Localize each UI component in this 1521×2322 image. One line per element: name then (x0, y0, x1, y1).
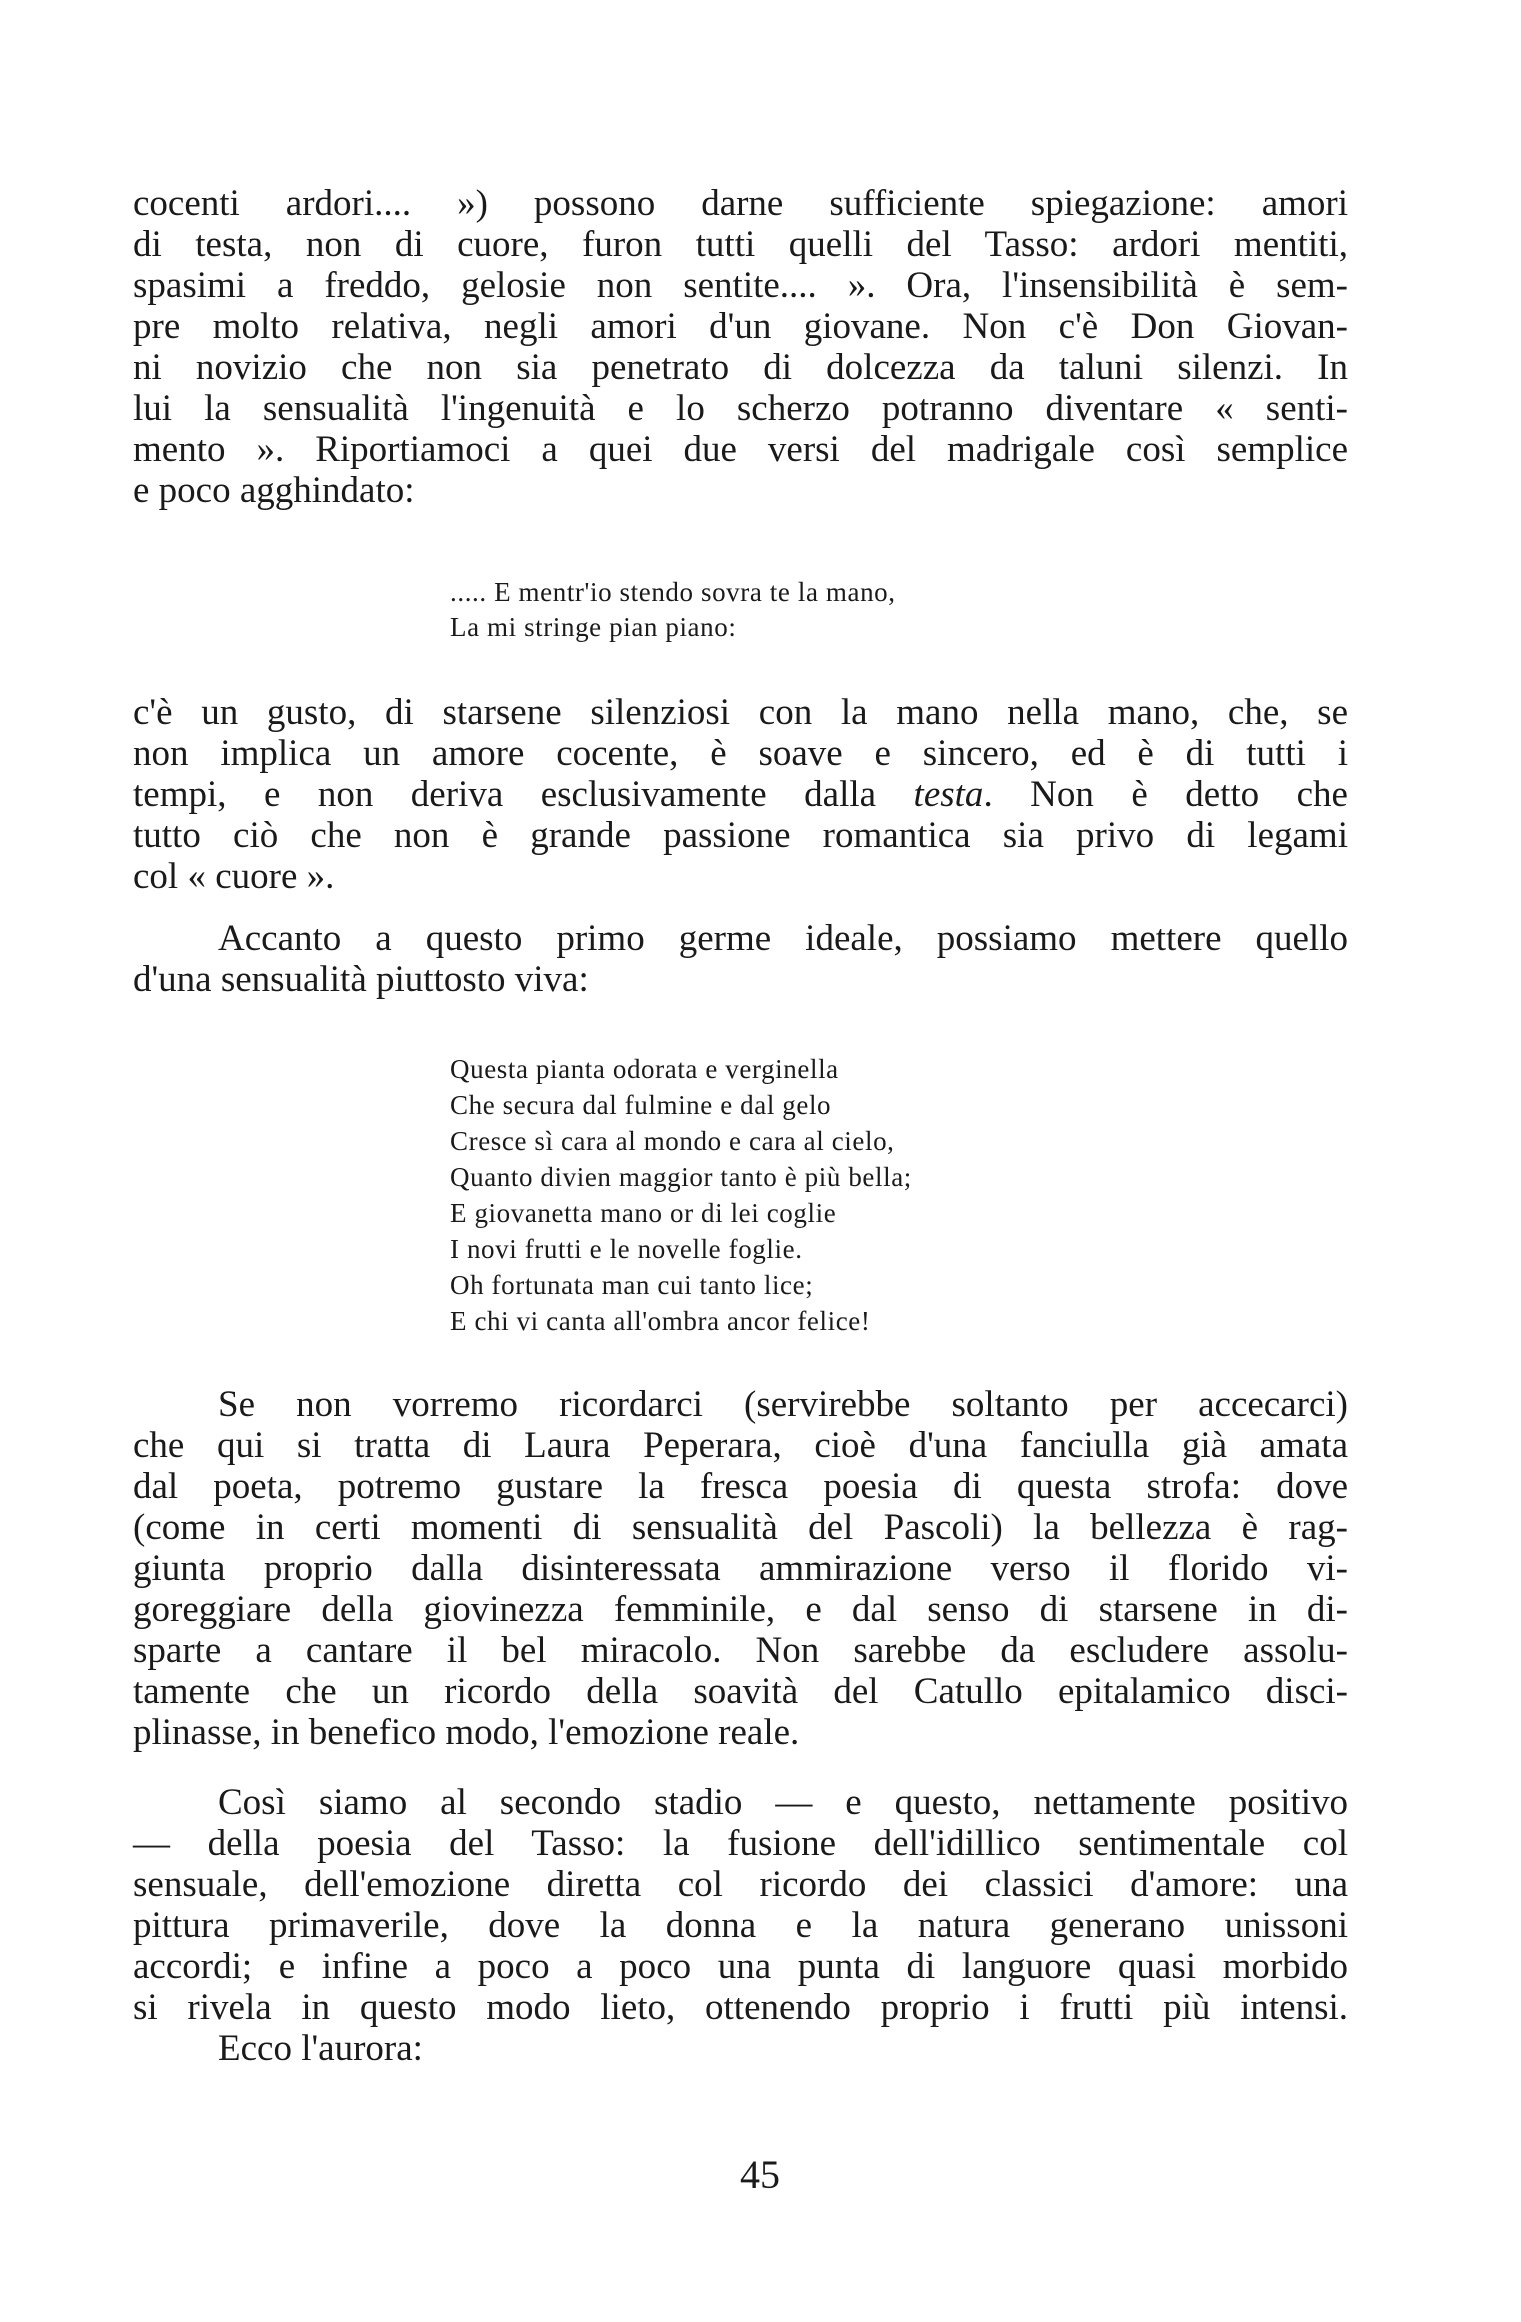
verse-line: Oh fortunata man cui tanto lice; (450, 1270, 814, 1300)
text-line: Ecco l'aurora: (218, 2028, 423, 2069)
verse-line: La mi stringe pian piano: (450, 612, 737, 642)
text-line: col « cuore ». (133, 856, 335, 897)
text-line: che qui si tratta di Laura Peperara, cioè d'una fanciulla già amata (133, 1425, 1348, 1466)
verse-line: E chi vi canta all'ombra ancor felice! (450, 1306, 871, 1336)
verse-line: Quanto divien maggior tanto è più bella; (450, 1162, 912, 1192)
text-line: pre molto relativa, negli amori d'un giovane. Non c'è Don Giovan- (133, 306, 1348, 347)
verse-line: Che secura dal fulmine e dal gelo (450, 1090, 832, 1120)
text-line: d'una sensualità piuttosto viva: (133, 959, 589, 1000)
text-line: sensuale, dell'emozione diretta col ricordo dei classici d'amore: una (133, 1864, 1348, 1905)
text-line: di testa, non di cuore, furon tutti quelli del Tasso: ardori mentiti, (133, 224, 1348, 265)
text-line: ni novizio che non sia penetrato di dolcezza da taluni silenzi. In (133, 347, 1348, 388)
text-line: si rivela in questo modo lieto, ottenendo proprio i frutti più intensi. (133, 1987, 1348, 2028)
page-number: 45 (740, 2152, 780, 2197)
text-line: (come in certi momenti di sensualità del Pascoli) la bellezza è rag- (133, 1507, 1348, 1548)
text-line: Così siamo al secondo stadio — e questo, nettamente positivo (218, 1782, 1348, 1823)
text-line: Accanto a questo primo germe ideale, possiamo mettere quello (218, 918, 1348, 959)
verse-line: E giovanetta mano or di lei coglie (450, 1198, 837, 1228)
verse-line: ..... E mentr'io stendo sovra te la mano, (450, 577, 896, 607)
verse-line: Questa pianta odorata e verginella (450, 1054, 839, 1084)
text-run: . Non è detto che (983, 774, 1348, 815)
text-line: c'è un gusto, di starsene silenziosi con la mano nella mano, che, se (133, 692, 1348, 733)
italic-word: testa (913, 774, 984, 815)
text-line: — della poesia del Tasso: la fusione dell'idillico sentimentale col (133, 1823, 1348, 1864)
text-line: e poco agghindato: (133, 470, 415, 511)
text-line: plinasse, in benefico modo, l'emozione reale. (133, 1712, 800, 1753)
text-line: goreggiare della giovinezza femminile, e dal senso di starsene in di- (133, 1589, 1348, 1630)
text-line: pittura primaverile, dove la donna e la natura generano unissoni (133, 1905, 1348, 1946)
text-line: accordi; e infine a poco a poco una punta di languore quasi morbido (133, 1946, 1348, 1987)
text-line: dal poeta, potremo gustare la fresca poesia di questa strofa: dove (133, 1466, 1348, 1507)
text-line (133, 772, 1348, 818)
text-line: tamente che un ricordo della soavità del Catullo epitalamico disci- (133, 1671, 1348, 1712)
verse-line: Cresce sì cara al mondo e cara al cielo, (450, 1126, 895, 1156)
text-line: giunta proprio dalla disinteressata ammirazione verso il florido vi- (133, 1548, 1348, 1589)
text-line: cocenti ardori.... ») possono darne sufficiente spiegazione: amori (133, 183, 1348, 224)
text-line: lui la sensualità l'ingenuità e lo scherzo potranno diventare « senti- (133, 388, 1348, 429)
text-line: non implica un amore cocente, è soave e sincero, ed è di tutti i (133, 733, 1348, 774)
text-line: sparte a cantare il bel miracolo. Non sarebbe da escludere assolu- (133, 1630, 1348, 1671)
text-line: spasimi a freddo, gelosie non sentite.... ». Ora, l'insensibilità è sem- (133, 265, 1348, 306)
text-line: tutto ciò che non è grande passione romantica sia privo di legami (133, 815, 1348, 856)
text-run: tempi, e non deriva esclusivamente dalla (133, 774, 914, 815)
text-line: Se non vorremo ricordarci (servirebbe soltanto per accecarci) (218, 1384, 1348, 1425)
text-line: mento ». Riportiamoci a quei due versi del madrigale così semplice (133, 429, 1348, 470)
verse-line: I novi frutti e le novelle foglie. (450, 1234, 803, 1264)
